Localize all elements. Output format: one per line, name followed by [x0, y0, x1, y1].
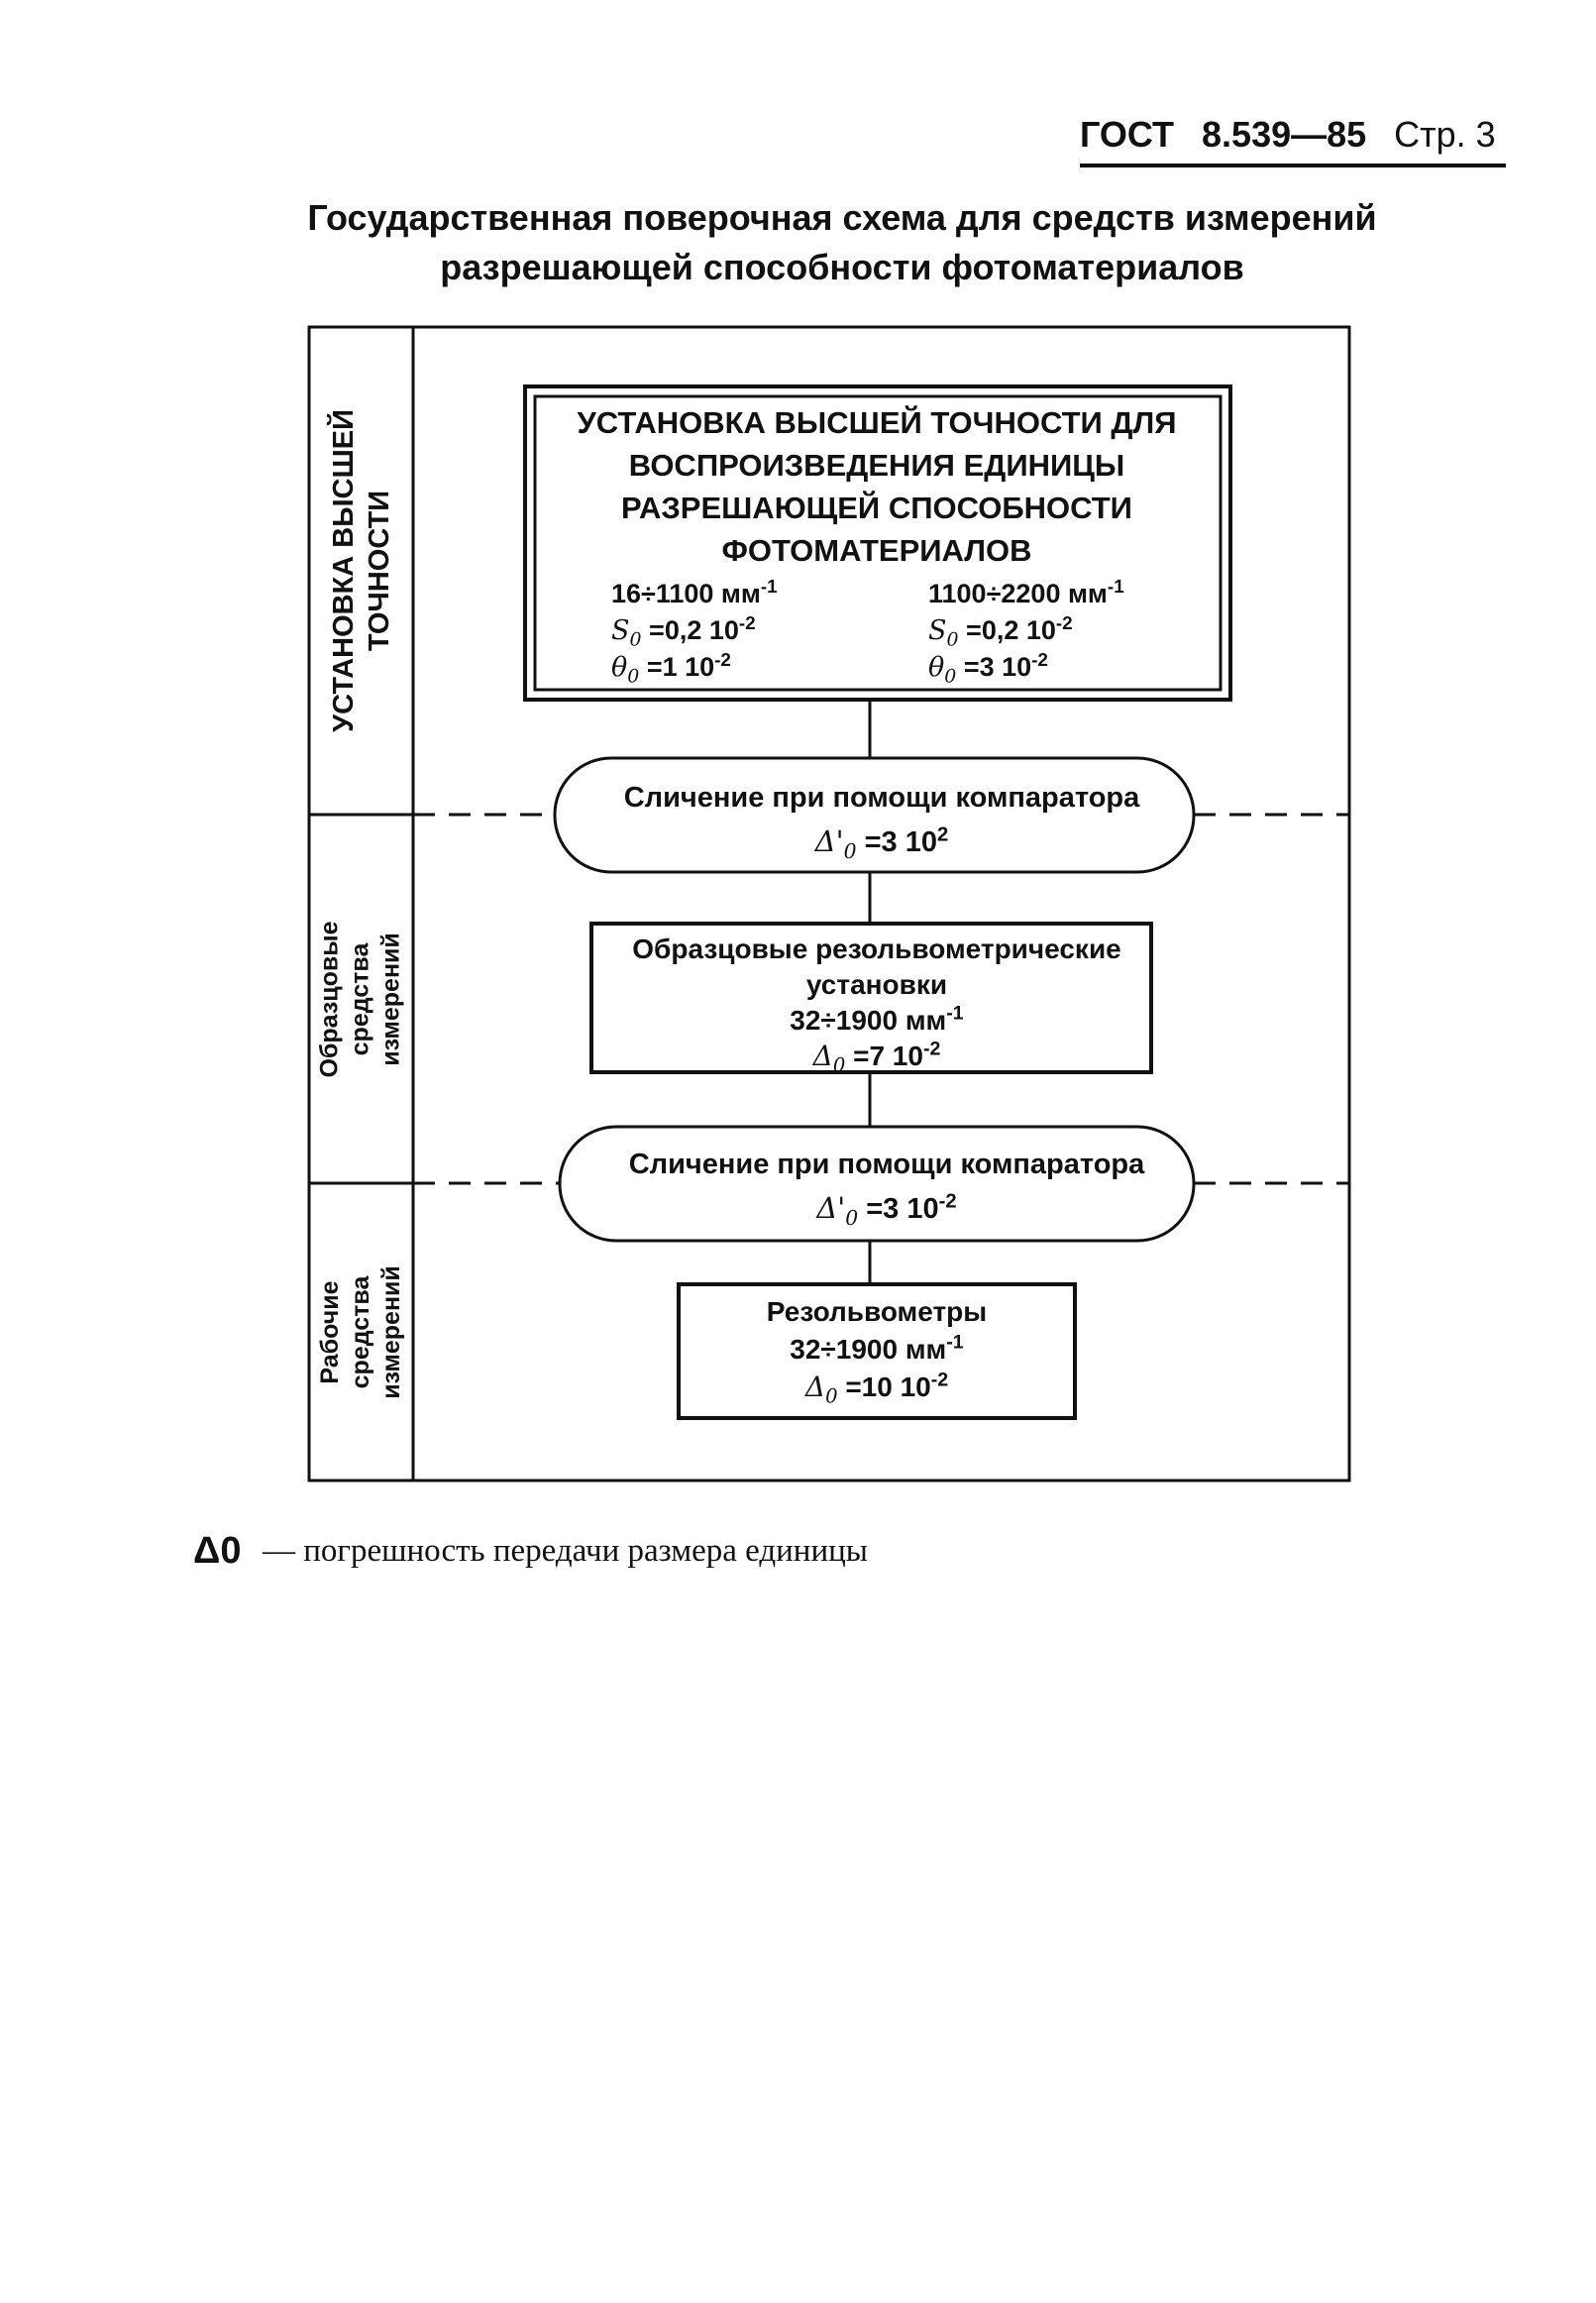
- reference-box-error: $\Delta_0 =7$ $10^{-2}$: [812, 1038, 941, 1077]
- main-box-line-4: ФОТОМАТЕРИАЛОВ: [721, 533, 1032, 568]
- reference-box-range: 32÷1900 $мм^{-1}$: [790, 1002, 964, 1036]
- working-box-range: 32÷1900 $мм^{-1}$: [790, 1331, 964, 1365]
- comparison-1-error: $\Delta'_0 =3$ $10^2$: [814, 823, 949, 863]
- working-box: [684, 1293, 1070, 1406]
- comparison-2-error: $\Delta'_0 =3$ $10^{-2}$: [816, 1190, 957, 1230]
- level-label-working: [309, 1183, 413, 1480]
- left-s0: $S_0 =0,2$ $10^{-2}$: [611, 613, 756, 651]
- right-theta0: $\theta_0 =3$ $10^{-2}$: [928, 650, 1048, 688]
- main-box-line-2: ВОСПРОИЗВЕДЕНИЯ ЕДИНИЦЫ: [628, 448, 1125, 483]
- level-working-line-2: средства: [347, 1275, 374, 1388]
- header-gost: ГОСТ: [1080, 114, 1175, 155]
- level-reference-line-3: измерений: [377, 932, 405, 1066]
- main-box-params: [540, 576, 1214, 686]
- left-range: 16÷1100 $мм^{-1}$: [611, 577, 778, 608]
- header-standard-number: 8.539—85: [1202, 114, 1367, 155]
- reference-box-line-1: Образцовые резольвометрические: [632, 933, 1121, 964]
- reference-box: [594, 932, 1159, 1077]
- footnote: [193, 1526, 1382, 1576]
- level-reference-line-1: Образцовые: [316, 920, 344, 1078]
- main-box: [540, 401, 1214, 686]
- main-box-heading: [540, 401, 1214, 572]
- title-line-1: Государственная поверочная схема для средств измерений: [307, 197, 1377, 238]
- comparison-1: [555, 776, 1209, 864]
- comparison-2: [560, 1143, 1214, 1231]
- right-range: 1100÷2200 $мм^{-1}$: [928, 577, 1124, 608]
- title-line-2: разрешающей способности фотоматериалов: [440, 247, 1244, 287]
- level-top-line-1: УСТАНОВКА ВЫСШЕЙ: [327, 409, 360, 732]
- level-working-line-1: Рабочие: [316, 1279, 344, 1384]
- level-label-top: [309, 327, 413, 815]
- main-box-line-1: УСТАНОВКА ВЫСШЕЙ ТОЧНОСТИ ДЛЯ: [577, 405, 1177, 440]
- main-box-line-3: РАЗРЕШАЮЩЕЙ СПОСОБНОСТИ: [621, 491, 1132, 525]
- level-label-reference: [309, 815, 413, 1183]
- header-page-number: Стр. 3: [1394, 114, 1496, 155]
- level-top-line-2: ТОЧНОСТИ: [363, 490, 395, 652]
- footnote-symbol: Δ0: [193, 1529, 242, 1572]
- working-box-error: $\Delta_0 =10$ $10^{-2}$: [804, 1369, 949, 1408]
- right-s0: $S_0 =0,2$ $10^{-2}$: [928, 613, 1073, 651]
- reference-box-line-2: установки: [805, 969, 948, 1000]
- comparison-1-label: Сличение при помощи компаратора: [623, 782, 1140, 814]
- level-working-line-3: измерений: [377, 1264, 405, 1399]
- working-box-line-1: Резольвометры: [766, 1296, 988, 1327]
- comparison-2-label: Сличение при помощи компаратора: [628, 1149, 1145, 1180]
- level-reference-line-2: средства: [347, 942, 374, 1055]
- left-theta0: $\theta_0 =1$ $10^{-2}$: [611, 650, 731, 688]
- footnote-text: — погрешность передачи размера единицы: [263, 1532, 868, 1569]
